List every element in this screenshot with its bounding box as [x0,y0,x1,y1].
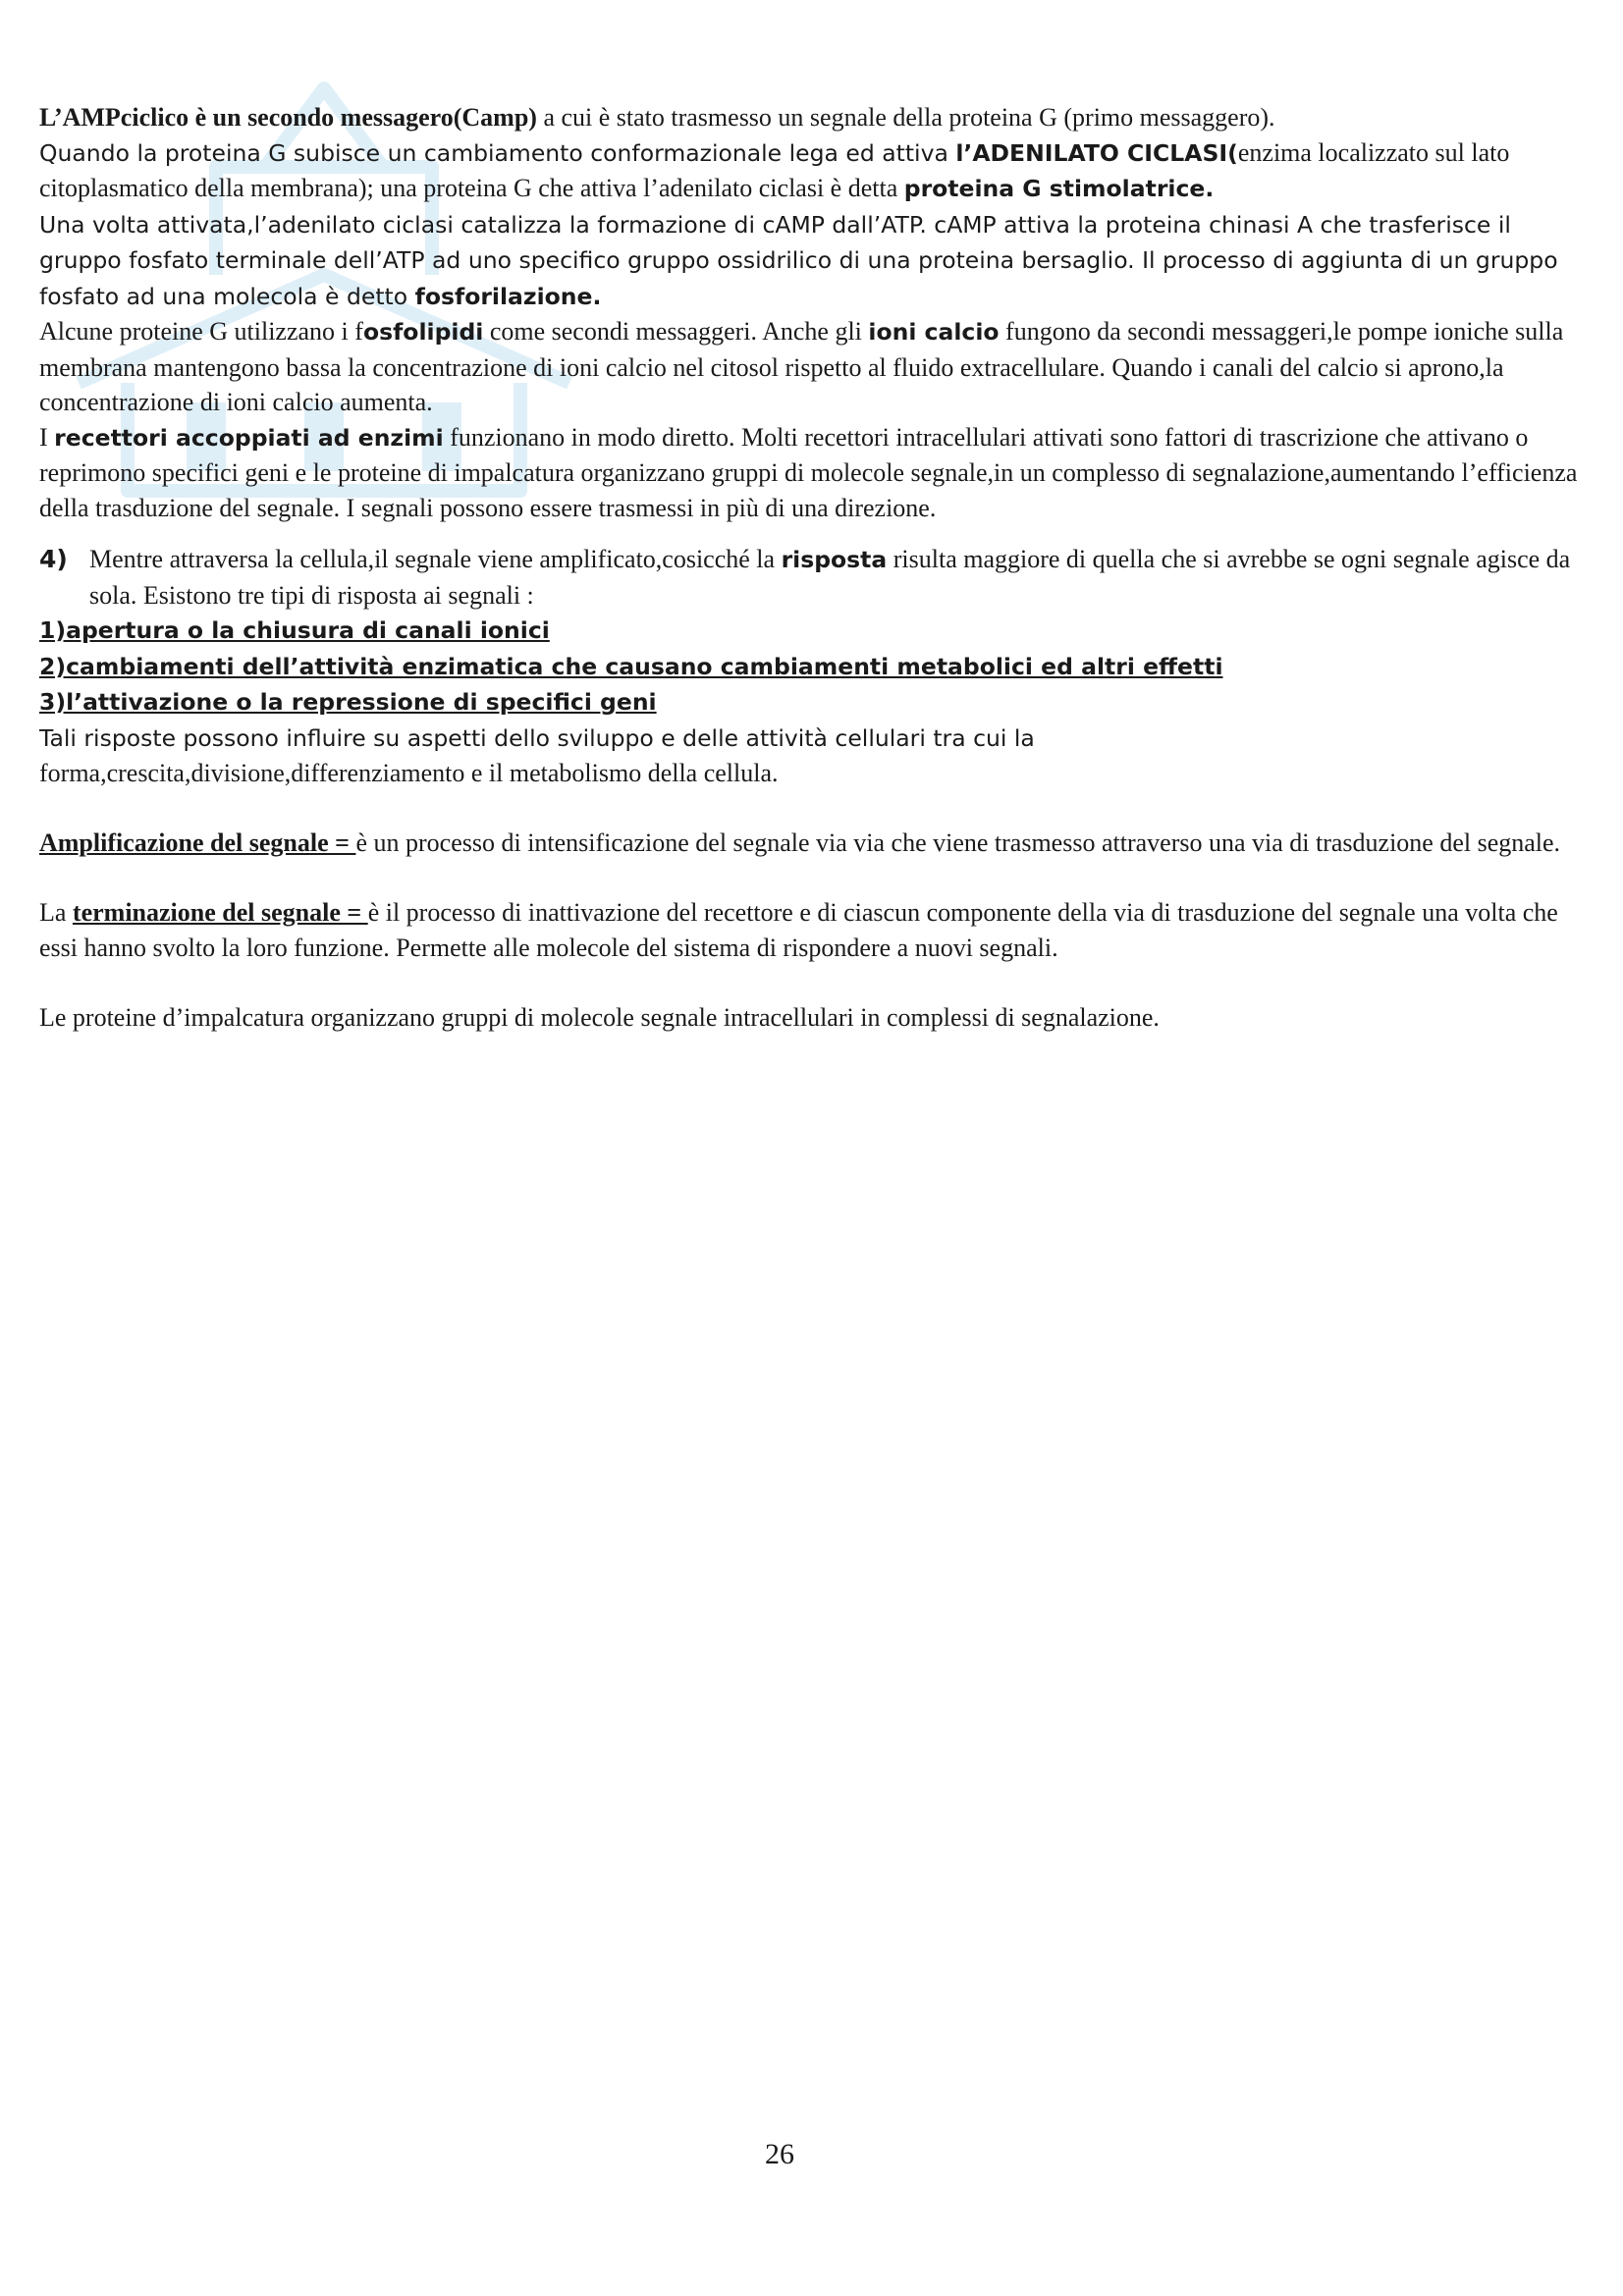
numbered-item-4 [39,542,1584,613]
text-span: Quando la proteina G subisce un cambiamento conformazionale lega ed attiva [39,138,956,167]
text-span: come secondi messaggeri. Anche gli [483,317,869,346]
amplificazione-term: Amplificazione del segnale = [39,828,356,857]
list-item-text: 2)cambiamenti dell’attività enzimatica che causano cambiamenti metabolici ed altri effetti [39,652,1223,680]
paragraph-risposte [39,721,1584,791]
ioni-calcio-term: ioni calcio [868,318,1000,346]
list-item-text: 1)apertura o la chiusura di canali ionici [39,616,550,644]
spacer [39,791,1584,827]
text-span: I [39,422,55,452]
text-span: funzionano in modo diretto. Molti recettori intracellulari attivati sono fattori di trascrizione che attivano o reprimono specifici geni e le proteine di impalcatura organizzano gruppi di molecole segnale,in un complesso di segnalazione,aumentando l’efficienza della trasduzione del segnale. I segnali possono essere trasmessi in più di una direzione. [39,422,1578,522]
adenilato-ciclasi-term: l’ADENILATO CICLASI( [955,138,1238,167]
response-list-item-1 [39,613,1584,649]
item-number: 4) [39,545,68,573]
page-number: 26 [765,2138,794,2170]
text-span: La [39,898,73,927]
paragraph-amplificazione [39,826,1584,861]
paragraph-terminazione [39,895,1584,965]
text-span: fungono da secondi messaggeri,le pompe ioniche sulla membrana mantengono bassa la concentrazione di ioni calcio nel citosol rispetto al fluido extracellulare. Quando i canali del calcio si aprono,la concentrazione di ioni calcio aumenta. [39,317,1564,416]
text-span: Tali risposte possono influire su aspetti dello sviluppo e delle attività cellulari tra cui la [39,723,1035,752]
paragraph-impalcatura [39,1000,1584,1036]
recettori-accoppiati-term: recettori accoppiati ad enzimi [54,423,444,452]
spacer [39,861,1584,896]
response-list-item-2 [39,649,1584,685]
text-span: Una volta attivata,l’adenilato ciclasi catalizza la formazione di cAMP dall’ATP. cAMP attiva la proteina chinasi A che trasferisce il gruppo fosfato terminale dell’ATP ad uno specifico gruppo ossidrilico di una proteina bersaglio. Il processo di aggiunta di un gruppo fosfato ad una molecola è detto [39,210,1558,310]
fosfolipidi-term: osfolipidi [362,318,484,346]
text-span: forma,crescita,divisione,differenziamento e il metabolismo della cellula. [39,759,779,787]
spacer [39,525,1584,542]
text-span: Alcune proteine G utilizzano i f [39,317,363,346]
text-span: Mentre attraversa la cellula,il segnale viene amplificato,cosicché la [89,545,782,573]
terminazione-term: terminazione del segnale = [72,898,368,927]
text-span: Le proteine d’impalcatura organizzano gruppi di molecole segnale intracellulari in complessi di segnalazione. [39,1002,1160,1032]
risposta-term: risposta [781,546,888,573]
text-span: a cui è stato trasmesso un segnale della proteina G (primo messaggero). [536,103,1275,132]
text-span: è un processo di intensificazione del segnale via via che viene trasmesso attraverso una via di trasduzione del segnale. [355,828,1561,857]
paragraph-fosfolipidi [39,314,1584,420]
fosforilazione-term: fosforilazione. [414,282,602,310]
text-span: è il processo di inattivazione del recettore e di ciascun componente della via di trasduzione del segnale una volta che essi hanno svolto la loro funzione. Permette alle molecole del sistema di rispondere a nuovi segnali. [39,898,1558,962]
list-item-text: 3)l’attivazione o la repressione di specifici geni [39,688,657,716]
paragraph-camp [39,100,1584,314]
spacer [39,965,1584,1000]
paragraph-recettori [39,420,1584,526]
text-span: enzima localizzato sul lato citoplasmatico della membrana); una proteina G che attiva l’adenilato ciclasi è detta [39,137,1510,202]
camp-term: L’AMPciclico è un secondo messagero(Camp) [39,103,537,132]
text-span: risulta maggiore di quella che si avrebbe se ogni segnale agisce da sola. Esistono tre tipi di risposta ai segnali : [89,545,1571,610]
proteina-g-stimolatrice-term: proteina G stimolatrice. [903,175,1215,202]
document-page [39,100,1584,1035]
response-list-item-3 [39,684,1584,721]
